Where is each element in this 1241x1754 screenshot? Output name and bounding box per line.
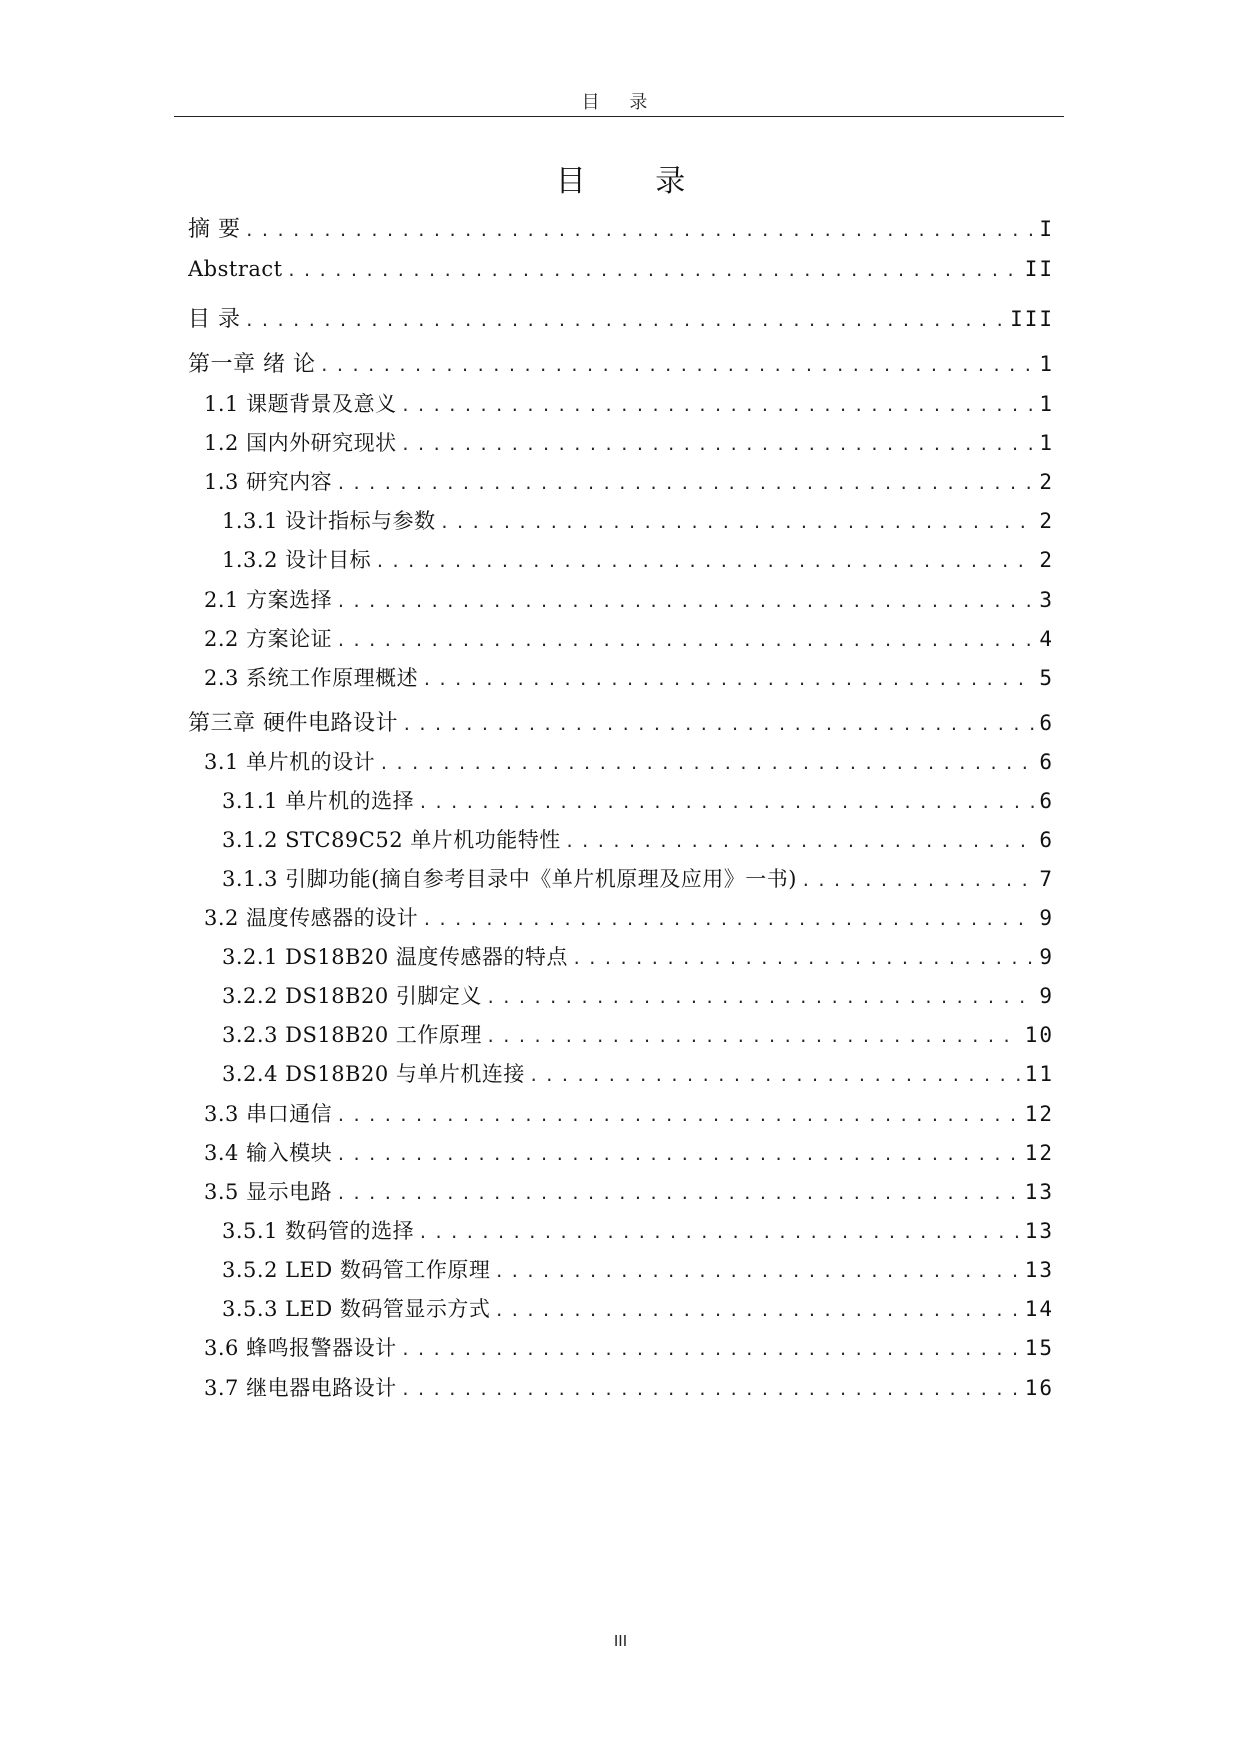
- toc-entry-label: 第三章 硬件电路设计: [188, 711, 398, 736]
- toc-entry-page-number: 5: [1039, 666, 1054, 690]
- toc-dot-leader: [529, 1066, 1021, 1085]
- toc-entry-label: 3.5.3 LED 数码管显示方式: [222, 1297, 491, 1321]
- toc-entry[interactable]: [222, 1293, 1054, 1323]
- toc-entry-page-number: 10: [1024, 1023, 1054, 1047]
- toc-dot-leader: [440, 513, 1036, 532]
- toc-entry-label: Abstract: [188, 257, 283, 281]
- toc-entry[interactable]: [204, 746, 1054, 776]
- toc-entry-label: 摘 要: [188, 217, 241, 242]
- toc-entry-page-number: 14: [1024, 1297, 1054, 1321]
- toc-entry-page-number: 1: [1039, 352, 1054, 376]
- toc-entry-page-number: 11: [1024, 1062, 1054, 1086]
- toc-entry[interactable]: [222, 1254, 1054, 1284]
- toc-entry-label: 2.1 方案选择: [204, 588, 333, 612]
- toc-entry[interactable]: [204, 1372, 1054, 1402]
- toc-entry-label: 第一章 绪 论: [188, 352, 316, 377]
- toc-entry-label: 3.3 串口通信: [204, 1102, 333, 1126]
- toc-entry-page-number: 2: [1039, 509, 1054, 533]
- toc-dot-leader: [336, 631, 1035, 650]
- toc-entry-label: 3.5.1 数码管的选择: [222, 1219, 415, 1243]
- toc-entry[interactable]: [204, 466, 1054, 496]
- toc-entry-label: 3.2 温度传感器的设计: [204, 906, 419, 930]
- toc-dot-leader: [401, 1380, 1021, 1399]
- page-number: III: [613, 1632, 628, 1650]
- toc-entry-page-number: I: [1039, 217, 1054, 241]
- running-header: 目 录: [581, 92, 660, 113]
- toc-entry-label: 2.3 系统工作原理概述: [204, 666, 419, 690]
- toc-entry[interactable]: [222, 863, 1054, 893]
- toc-entry-page-number: 12: [1024, 1102, 1054, 1126]
- toc-entry[interactable]: [204, 388, 1054, 418]
- toc-dot-leader: [565, 832, 1036, 851]
- toc-entry-page-number: 9: [1039, 945, 1054, 969]
- toc-entry[interactable]: [222, 824, 1054, 854]
- toc-dot-leader: [486, 988, 1035, 1007]
- toc-title: 目 录: [555, 164, 716, 199]
- toc-entry-label: 1.1 课题背景及意义: [204, 392, 397, 416]
- toc-dot-leader: [494, 1262, 1020, 1281]
- toc-entry-label: 3.4 输入模块: [204, 1141, 333, 1165]
- toc-entry[interactable]: [204, 902, 1054, 932]
- toc-dot-leader: [336, 1106, 1021, 1125]
- toc-entry[interactable]: [204, 662, 1054, 692]
- toc-entry-page-number: II: [1024, 257, 1054, 281]
- toc-entry-label: 3.7 继电器电路设计: [204, 1376, 397, 1400]
- toc-entry-page-number: 13: [1024, 1258, 1054, 1282]
- toc-dot-leader: [245, 221, 1036, 240]
- toc-entry[interactable]: [204, 1098, 1054, 1128]
- toc-dot-leader: [375, 552, 1035, 571]
- toc-entry[interactable]: [222, 941, 1054, 971]
- toc-entry[interactable]: [188, 302, 1054, 332]
- toc-dot-leader: [801, 871, 1035, 890]
- toc-dot-leader: [245, 311, 1007, 330]
- toc-dot-leader: [401, 396, 1036, 415]
- toc-entry-page-number: 13: [1024, 1180, 1054, 1204]
- toc-entry-label: 3.1.3 引脚功能(摘自参考目录中《单片机原理及应用》一书): [222, 867, 797, 891]
- toc-entry-page-number: 9: [1039, 906, 1054, 930]
- toc-entry-label: 3.2.4 DS18B20 与单片机连接: [222, 1062, 525, 1086]
- toc-entry-page-number: 6: [1039, 828, 1054, 852]
- toc-entry-page-number: 6: [1039, 711, 1054, 735]
- toc-entry-page-number: 1: [1039, 392, 1054, 416]
- toc-entry[interactable]: [222, 785, 1054, 815]
- toc-entry[interactable]: [188, 706, 1054, 736]
- toc-dot-leader: [336, 592, 1035, 611]
- toc-entry-page-number: 3: [1039, 588, 1054, 612]
- toc-dot-leader: [320, 356, 1036, 375]
- toc-dot-leader: [494, 1301, 1020, 1320]
- toc-entry-page-number: 4: [1039, 627, 1054, 651]
- toc-entry-label: 3.1.2 STC89C52 单片机功能特性: [222, 828, 561, 852]
- toc-entry[interactable]: [204, 427, 1054, 457]
- toc-dot-leader: [422, 910, 1035, 929]
- toc-entry-page-number: 13: [1024, 1219, 1054, 1243]
- toc-dot-leader: [336, 1145, 1021, 1164]
- toc-entry-page-number: 9: [1039, 984, 1054, 1008]
- toc-dot-leader: [418, 1223, 1021, 1242]
- toc-entry[interactable]: [222, 505, 1054, 535]
- toc-entry[interactable]: [222, 1058, 1054, 1088]
- toc-dot-leader: [401, 435, 1036, 454]
- toc-entry-label: 3.2.2 DS18B20 引脚定义: [222, 984, 482, 1008]
- toc-entry-label: 1.3.2 设计目标: [222, 548, 372, 572]
- toc-dot-leader: [402, 715, 1035, 734]
- toc-entry-label: 1.3.1 设计指标与参数: [222, 509, 436, 533]
- toc-entry[interactable]: [204, 1137, 1054, 1167]
- toc-entry-label: 3.5 显示电路: [204, 1180, 333, 1204]
- toc-entry[interactable]: [222, 1019, 1054, 1049]
- toc-entry-page-number: 7: [1039, 867, 1054, 891]
- toc-entry-page-number: 15: [1024, 1336, 1054, 1360]
- toc-entry[interactable]: [222, 544, 1054, 574]
- toc-entry-page-number: 2: [1039, 470, 1054, 494]
- toc-entry-label: 3.5.2 LED 数码管工作原理: [222, 1258, 491, 1282]
- toc-entry-page-number: 6: [1039, 750, 1054, 774]
- toc-entry[interactable]: [204, 623, 1054, 653]
- toc-dot-leader: [379, 754, 1035, 773]
- toc-entry[interactable]: [188, 212, 1054, 242]
- toc-entry-label: 1.3 研究内容: [204, 470, 333, 494]
- toc-entry-label: 3.1.1 单片机的选择: [222, 789, 415, 813]
- toc-dot-leader: [336, 474, 1035, 493]
- toc-entry-page-number: 1: [1039, 431, 1054, 455]
- toc-entry-page-number: 16: [1024, 1376, 1054, 1400]
- toc-entry[interactable]: [222, 980, 1054, 1010]
- toc-entry-label: 2.2 方案论证: [204, 627, 333, 651]
- toc-dot-leader: [336, 1184, 1021, 1203]
- header-rule: [174, 116, 1064, 117]
- toc-entry-label: 3.6 蜂鸣报警器设计: [204, 1336, 397, 1360]
- toc-entry-page-number: 2: [1039, 548, 1054, 572]
- toc-entry-page-number: 6: [1039, 789, 1054, 813]
- toc-entry-label: 3.1 单片机的设计: [204, 750, 376, 774]
- toc-entry[interactable]: [204, 584, 1054, 614]
- toc-dot-leader: [401, 1340, 1021, 1359]
- toc-entry-label: 目 录: [188, 307, 241, 332]
- toc-entry-label: 3.2.1 DS18B20 温度传感器的特点: [222, 945, 568, 969]
- toc-entry-label: 1.2 国内外研究现状: [204, 431, 397, 455]
- toc-dot-leader: [422, 670, 1035, 689]
- toc-entry[interactable]: [204, 1332, 1054, 1362]
- toc-entry[interactable]: [188, 257, 1054, 287]
- toc-entry-page-number: 12: [1024, 1141, 1054, 1165]
- toc-dot-leader: [418, 793, 1035, 812]
- toc-entry-label: 3.2.3 DS18B20 工作原理: [222, 1023, 482, 1047]
- toc-dot-leader: [572, 949, 1035, 968]
- toc-dot-leader: [486, 1027, 1021, 1046]
- toc-dot-leader: [287, 261, 1021, 280]
- toc-entry-page-number: III: [1010, 307, 1054, 331]
- toc-entry[interactable]: [188, 347, 1054, 377]
- toc-entry[interactable]: [222, 1215, 1054, 1245]
- toc-entry[interactable]: [204, 1176, 1054, 1206]
